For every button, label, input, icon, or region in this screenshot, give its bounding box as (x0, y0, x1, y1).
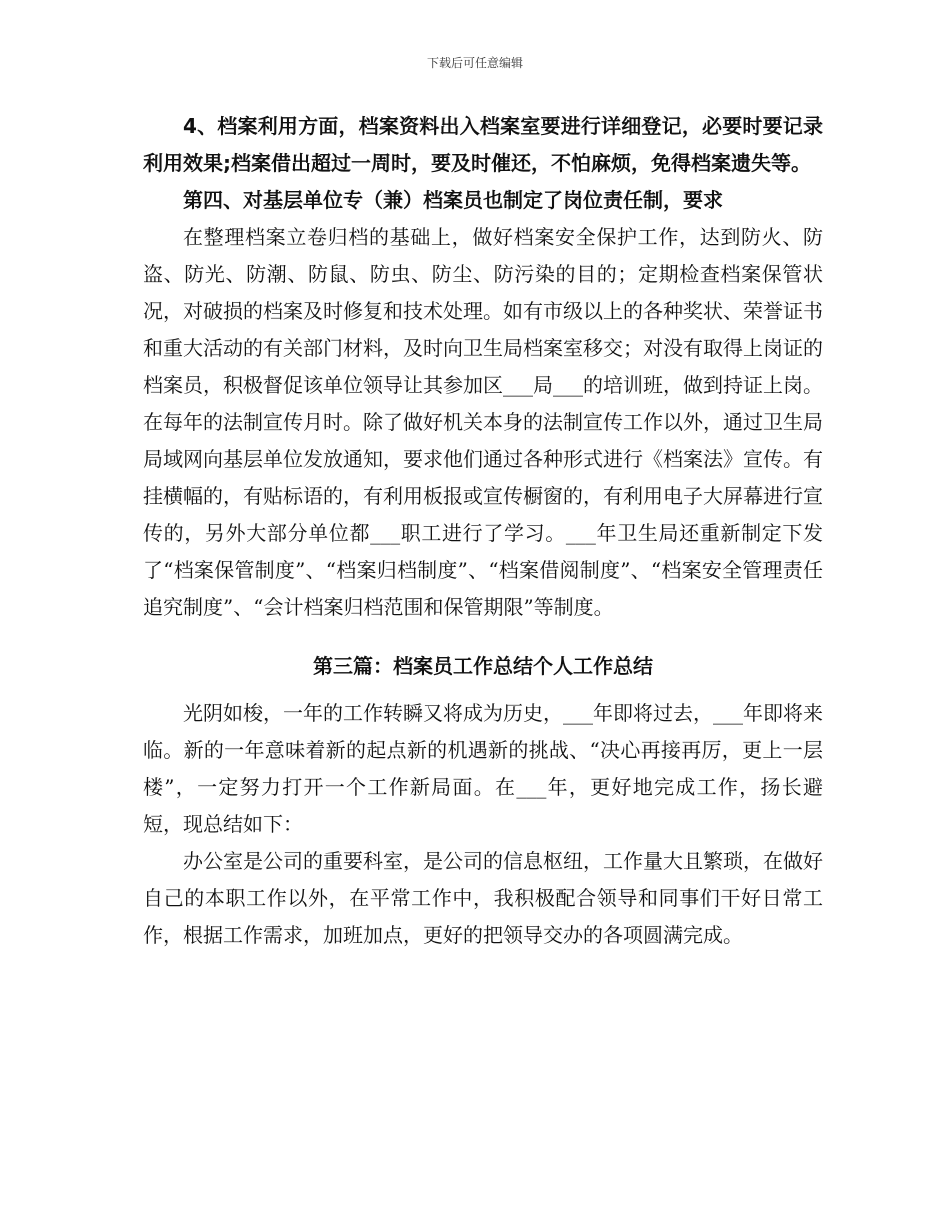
paragraph-grassroots-heading: 第四、对基层单位专（兼）档案员也制定了岗位责任制，要求 (183, 188, 723, 212)
section-title: 第三篇：档案员工作总结个人工作总结 (313, 654, 653, 678)
page-header-note: 下载后可任意编辑 (426, 56, 523, 70)
paragraph-intro: 光阴如梭，一年的工作转瞬又将成为历史，___年即将过去，___年即将来临。新的一年意味着新的起点新的机遇新的挑战、“决心再接再厉，更上一层楼”，一定努力打开一个工作新局面。在___年，更好地完成工作，扬长避短，现总结如下： (143, 701, 823, 836)
paragraph-office: 办公室是公司的重要科室，是公司的信息枢纽，工作量大且繁琐，在做好自己的本职工作以外，在平常工作中，我积极配合领导和同事们干好日常工作，根据工作需求，加班加点，更好的把领导交办的各项圆满完成。 (143, 849, 823, 947)
document-body (143, 108, 823, 954)
paragraph-archive-usage: 4、档案利用方面，档案资料出入档案室要进行详细登记，必要时要记录利用效果;档案借出超过一周时，要及时催还，不怕麻烦，免得档案遗失等。 (143, 114, 823, 175)
paragraph-archive-protection: 在整理档案立卷归档的基础上，做好档案安全保护工作，达到防火、防盗、防光、防潮、防鼠、防虫、防尘、防污染的目的；定期检查档案保管状况，对破损的档案及时修复和技术处理。如有市级以上的各种奖状、荣誉证书和重大活动的有关部门材料，及时向卫生局档案室移交；对没有取得上岗证的档案员，积极督促该单位领导让其参加区___局___的培训班，做到持证上岗。在每年的法制宣传月时。除了做好机关本身的法制宣传工作以外，通过卫生局局域网向基层单位发放通知，要求他们通过各种形式进行《档案法》宣传。有挂横幅的，有贴标语的，有利用板报或宣传橱窗的，有利用电子大屏幕进行宣传的，另外大部分单位都___职工进行了学习。___年卫生局还重新制定下发了“档案保管制度”、“档案归档制度”、“档案借阅制度”、“档案安全管理责任追究制度”、“会计档案归档范围和保管期限”等制度。 (143, 225, 823, 619)
